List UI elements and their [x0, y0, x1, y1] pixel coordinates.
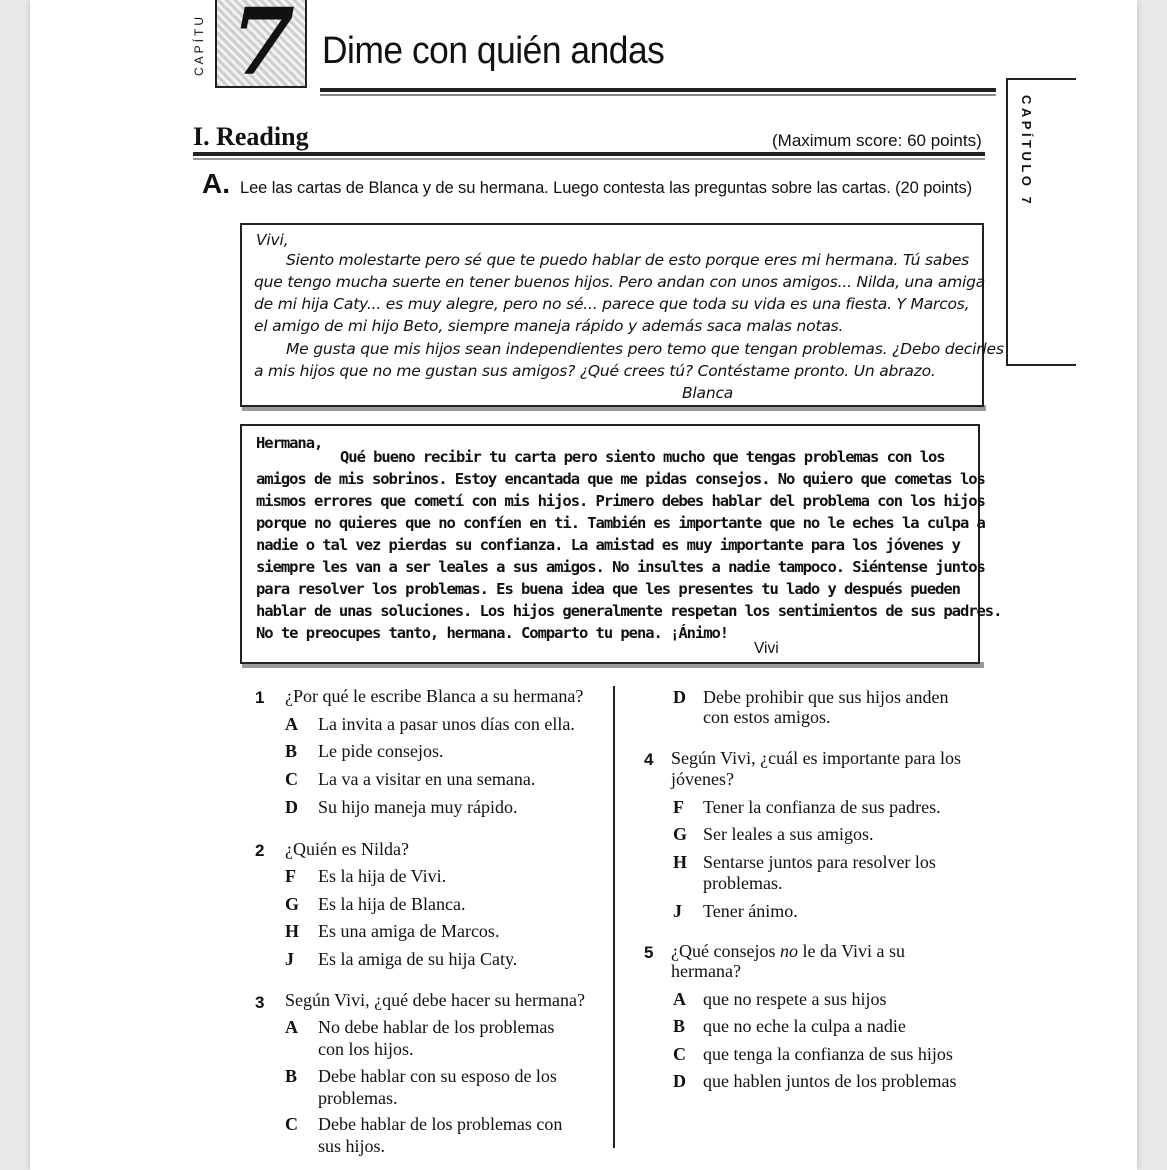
- letter-from-vivi: [240, 424, 1002, 664]
- option-letter: J: [285, 949, 294, 969]
- option-text: Es una amiga de Marcos.: [318, 921, 500, 941]
- option-text: Debe hablar con su esposo de los: [318, 1066, 557, 1086]
- part-a-instruction: Lee las cartas de Blanca y de su hermana. Luego contesta las preguntas sobre las cartas. (20 points): [240, 179, 973, 197]
- letter-signature: Vivi: [754, 640, 779, 657]
- option-letter: F: [673, 797, 684, 817]
- question-number: 1: [255, 688, 265, 707]
- option-text: que no eche la culpa a nadie: [703, 1016, 906, 1036]
- letter-line: Hermana,: [256, 434, 323, 452]
- question-number: 5: [644, 943, 654, 962]
- option-text-continued: problemas.: [703, 873, 783, 893]
- letter-line: amigos de mis sobrinos. Estoy encantada que me pidas consejos. No quiero que cometas los: [256, 470, 985, 488]
- option-text-continued: sus hijos.: [318, 1136, 386, 1156]
- letter-line: Me gusta que mis hijos sean independientes pero temo que tengan problemas. ¿Debo decirles: [286, 340, 1004, 358]
- letter-line: Siento molestarte pero sé que te puedo hablar de esto porque eres mi hermana. Tú sabes: [286, 251, 970, 269]
- option-letter: C: [673, 1044, 686, 1064]
- letter-line: a mis hijos que no me gustan sus amigos? ¿Qué crees tú? Contéstame pronto. Un abrazo.: [254, 362, 936, 380]
- option-letter: D: [285, 797, 298, 817]
- question-text: Según Vivi, ¿qué debe hacer su hermana?: [285, 990, 585, 1010]
- question-text-part: ¿Qué consejos: [671, 941, 780, 961]
- option-letter: C: [285, 769, 298, 789]
- letter-line: siempre les van a ser leales a sus amigos. No insultes a nadie tampoco. Siéntense juntos: [256, 558, 985, 576]
- option-text: Ser leales a sus amigos.: [703, 824, 874, 844]
- letter-line: Qué bueno recibir tu carta pero siento mucho que tengas problemas con los: [340, 448, 945, 466]
- letter-line: el amigo de mi hijo Beto, siempre maneja rápido y además saca malas notas.: [254, 317, 844, 335]
- question-text-part: le da Vivi a su: [797, 941, 906, 961]
- part-a-label: A.: [202, 168, 230, 199]
- question-text: Según Vivi, ¿cuál es importante para los: [671, 748, 962, 768]
- title-divider-secondary: [320, 94, 996, 96]
- option-text: Debe hablar de los problemas con: [318, 1114, 563, 1134]
- option-letter: B: [285, 741, 298, 761]
- option-text: Debe prohibir que sus hijos anden: [703, 687, 949, 707]
- letter-from-blanca: [240, 223, 1004, 407]
- letter-line: para resolver los problemas. Es buena idea que les presentes tu lado y después pueden: [256, 580, 960, 598]
- question-number: 3: [255, 993, 265, 1012]
- letter-line: porque no quieres que no confíen en ti. También es importante que no le eches la culpa a: [256, 514, 985, 532]
- option-text: La invita a pasar unos días con ella.: [318, 714, 575, 734]
- option-text: Su hijo maneja muy rápido.: [318, 797, 518, 817]
- option-text: Le pide consejos.: [318, 741, 444, 761]
- section-divider-secondary: [193, 158, 985, 160]
- letter-line: Vivi,: [256, 231, 289, 249]
- letter-line: que tengo mucha suerte en tener buenos hijos. Pero andan con unos amigos... Nilda, una amiga: [254, 273, 986, 291]
- option-text: Es la hija de Vivi.: [318, 866, 447, 886]
- option-text: Tener la confianza de sus padres.: [703, 797, 941, 817]
- option-text: La va a visitar en una semana.: [318, 769, 536, 789]
- option-letter: B: [285, 1066, 298, 1086]
- option-text: Es la hija de Blanca.: [318, 894, 466, 914]
- option-letter: A: [285, 714, 298, 734]
- option-text: No debe hablar de los problemas: [318, 1017, 555, 1037]
- letter-line: nadie o tal vez pierdas su confianza. La amistad es muy importante para los jóvenes y: [256, 536, 960, 554]
- question-text-emphasis: no: [779, 941, 798, 961]
- letter-line: hablar de unas soluciones. Los hijos generalmente respetan los sentimientos de sus padres.: [256, 602, 1002, 620]
- option-letter: J: [673, 901, 682, 921]
- title-divider: [320, 88, 996, 92]
- option-text: Sentarse juntos para resolver los: [703, 852, 936, 872]
- option-letter: G: [673, 824, 688, 844]
- chapter-number-badge: [215, 0, 307, 88]
- option-text: que no respete a sus hijos: [703, 989, 887, 1009]
- question-text: ¿Por qué le escribe Blanca a su hermana?: [285, 686, 584, 706]
- chapter-title: Dime con quién andas: [322, 30, 665, 72]
- question-number: 4: [644, 750, 654, 769]
- chapter-side-label: CAPÍTU: [192, 14, 206, 77]
- option-text: que tenga la confianza de sus hijos: [703, 1044, 953, 1064]
- chapter-number: 7: [230, 0, 295, 88]
- option-letter: H: [285, 921, 300, 941]
- letter-line: de mi hija Caty... es muy alegre, pero no sé... parece que toda su vida es una fiesta. Y Marcos,: [254, 295, 970, 313]
- section-divider: [193, 152, 985, 156]
- option-letter: A: [285, 1017, 298, 1037]
- letter-line: mismos errores que cometí con mis hijos. Primero debes hablar del problema con los hijos: [256, 492, 985, 510]
- chapter-side-tab-label: CAPÍTULO 7: [1019, 95, 1034, 208]
- section-title: I. Reading: [193, 122, 309, 151]
- option-letter: H: [673, 852, 688, 872]
- question-number: 2: [255, 841, 265, 860]
- option-text-continued: con los hijos.: [318, 1039, 414, 1059]
- option-letter: F: [285, 866, 296, 886]
- section-score: (Maximum score: 60 points): [772, 131, 982, 150]
- question-text-continued: jóvenes?: [671, 769, 734, 789]
- option-text-continued: con estos amigos.: [703, 707, 831, 727]
- option-text: Es la amiga de su hija Caty.: [318, 949, 518, 969]
- question-column-divider: [613, 686, 615, 1148]
- option-letter: D: [673, 687, 686, 707]
- option-letter: A: [673, 989, 686, 1009]
- option-text-continued: problemas.: [318, 1088, 398, 1108]
- question-text: [671, 941, 905, 962]
- letter-signature: Blanca: [682, 384, 734, 402]
- question-text-continued: hermana?: [671, 961, 741, 981]
- option-letter: G: [285, 894, 300, 914]
- letter-line: No te preocupes tanto, hermana. Comparto tu pena. ¡Ánimo!: [256, 624, 729, 642]
- option-text: que hablen juntos de los problemas: [703, 1071, 957, 1091]
- option-text: Tener ánimo.: [703, 901, 798, 921]
- option-letter: D: [673, 1071, 686, 1091]
- question-text: ¿Quién es Nilda?: [285, 839, 409, 859]
- option-letter: B: [673, 1016, 686, 1036]
- option-letter: C: [285, 1114, 298, 1134]
